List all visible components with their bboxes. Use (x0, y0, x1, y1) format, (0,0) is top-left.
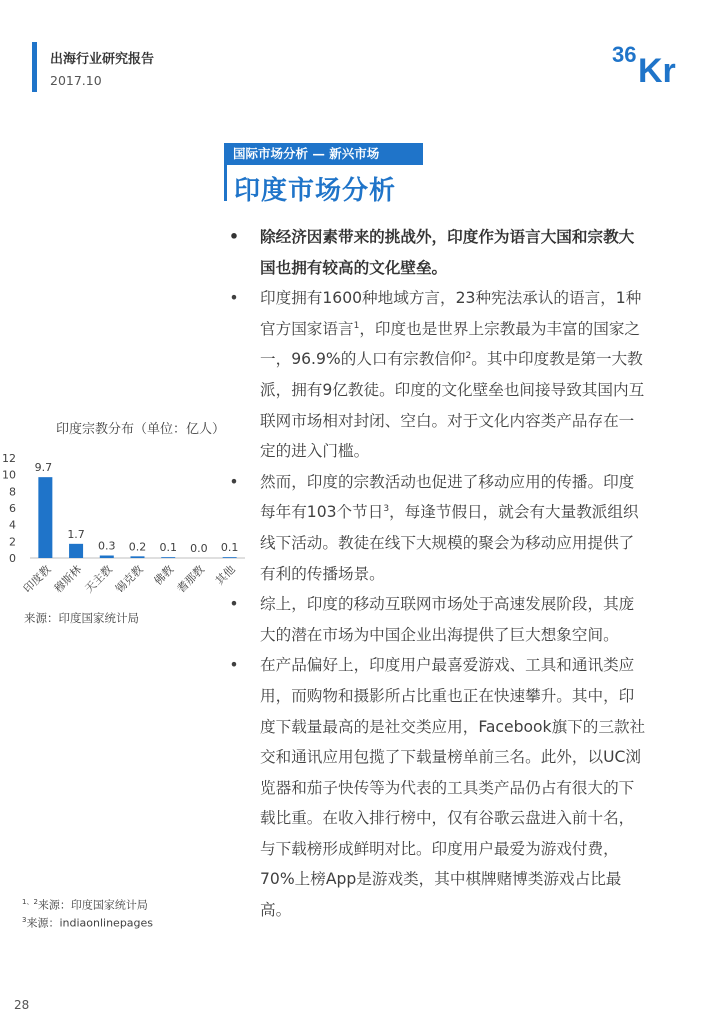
header-accent-bar (32, 42, 37, 92)
data-label: 1.7 (67, 527, 85, 541)
footnote-number: 3 (22, 915, 27, 924)
y-tick-label: 6 (9, 502, 16, 515)
report-title: 出海行业研究报告 (50, 52, 155, 67)
y-tick-label: 0 (9, 552, 16, 565)
bar-其他 (223, 557, 237, 558)
bar-锡克教 (131, 556, 145, 558)
bar-穆斯林 (69, 544, 83, 558)
bullet-item (228, 283, 648, 467)
bar-天主教 (100, 556, 114, 559)
bullet-item (228, 467, 648, 589)
page-heading: 印度市场分析 (234, 176, 397, 206)
chart-title: 印度宗教分布（单位：亿人） (56, 422, 226, 437)
section-tag: 国际市场分析 — 新兴市场 (227, 143, 423, 165)
y-tick-label: 8 (9, 485, 16, 499)
bullet-text: 。其中印度教是第一大教派，拥有9亿教徒。印度的文化壁垒也间接导致其国内互联网市场相对封闭、空白。对于文化内容类产品存在一定的进入门槛。 (260, 350, 645, 461)
x-tick-label: 锡克教 (113, 562, 146, 596)
footnote-ref: 3 (383, 504, 390, 515)
bar-佛教 (161, 557, 175, 558)
data-label: 0.1 (159, 541, 177, 555)
y-tick-label: 2 (9, 535, 16, 549)
bullet-text: 除经济因素带来的挑战外，印度作为语言大国和宗教大国也拥有较高的文化壁垒。 (260, 228, 635, 277)
heading-accent-bar (224, 143, 227, 201)
bullet-text: 然而，印度的宗教活动也促进了移动应用的传播。印度每年有103个节日 (260, 472, 635, 522)
y-tick-label: 12 (2, 452, 16, 465)
x-tick-label: 耆那教 (174, 562, 208, 596)
footnote-ref: 1 (353, 320, 360, 331)
x-tick-label: 其他 (213, 562, 238, 588)
x-tick-label: 佛教 (151, 562, 177, 588)
bullet-marker: • (229, 228, 239, 246)
bullet-marker: • (229, 472, 239, 491)
x-tick-label: 印度教 (20, 562, 54, 596)
page-number: 28 (14, 998, 30, 1012)
logo-number: 36 (612, 42, 637, 67)
bullet-item (228, 222, 648, 283)
footnote-ref: 2 (465, 351, 472, 362)
footnote-line (22, 913, 153, 931)
y-tick-label: 10 (2, 468, 16, 482)
footnote-text: 来源：印度国家统计局 (37, 898, 148, 912)
footnote-line (22, 895, 153, 913)
x-tick-label: 穆斯林 (51, 562, 85, 596)
36kr-logo (612, 38, 692, 88)
bullet-list (228, 222, 648, 926)
bullet-text: 在产品偏好上，印度用户最喜爱游戏、工具和通讯类应用，而购物和摄影所占比重也正在快速攀升。其中，印度下载量最高的是社交类应用，Facebook旗下的三款社交和通讯应用包揽了下载量榜单前三名。此外，以UC浏览器和茄子快传等为代表的工具类产品仍占有很大的下载比重。在收入排行榜中，仅有谷歌云盘进入前十名，与下载榜形成鲜明对比。印度用户最爱为游戏付费，70%上榜App是游戏类，其中棋牌赌博类游戏占比最高。 (260, 656, 646, 920)
footnotes (22, 895, 153, 930)
bullet-marker: • (229, 289, 239, 308)
footnote-number: 1、2 (22, 898, 38, 906)
chart-plot (0, 440, 250, 635)
bullet-text: 印度拥有1600种地域方言，23种宪法承认的语言，1种官方国家语言 (260, 289, 642, 338)
bullet-marker: • (229, 656, 239, 675)
bullet-text: 综上，印度的移动互联网市场处于高速发展阶段，其庞大的潜在市场为中国企业出海提供了巨大想象空间。 (260, 595, 635, 644)
footnote-text: 来源：indiaonlinepages (26, 916, 154, 930)
data-label: 0.2 (128, 540, 147, 554)
y-tick-label: 4 (9, 518, 16, 532)
chart-source: 来源：印度国家统计局 (24, 611, 139, 625)
report-date: 2017.10 (50, 73, 102, 88)
data-label: 0.0 (190, 542, 208, 555)
bullet-text: ，每逢节假日，就会有大量教派组织线下活动。教徒在线下大规模的聚会为移动应用提供了有利的传播场景。 (260, 503, 639, 583)
data-label: 0.1 (220, 541, 239, 555)
data-label: 0.3 (98, 539, 116, 553)
bullet-item (228, 650, 648, 925)
bullet-marker: • (229, 595, 239, 614)
bar-印度教 (38, 477, 52, 558)
x-tick-label: 天主教 (82, 562, 115, 596)
bullet-text: ，印度也是世界上宗教最为丰富的国家之一，96.9%的人口有宗教信仰 (260, 319, 641, 369)
bullet-item (228, 589, 648, 650)
data-label: 9.7 (34, 461, 53, 475)
logo-letters: Kr (638, 52, 676, 88)
religion-chart (0, 410, 250, 650)
